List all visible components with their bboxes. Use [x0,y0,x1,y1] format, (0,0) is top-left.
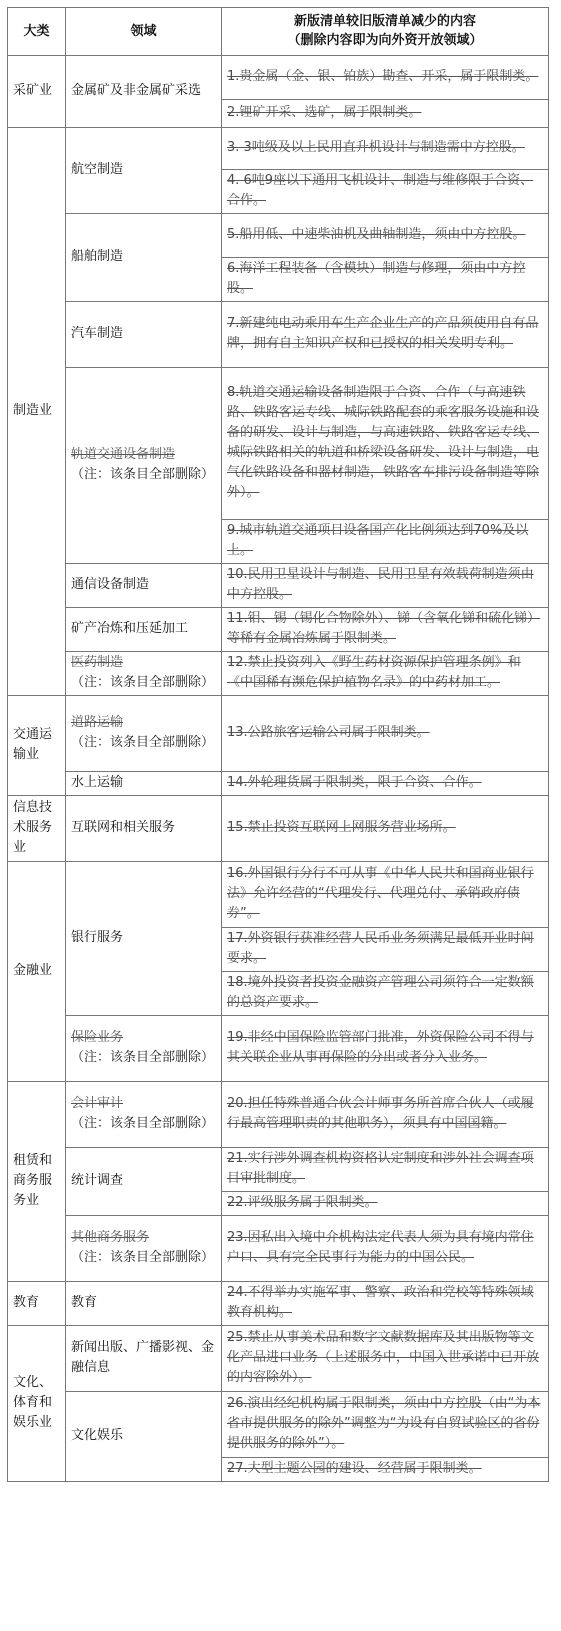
removed-item-text: 13.公路旅客运输公司属于限制类。 [227,725,430,740]
removed-item [222,1148,549,1192]
table-row [8,1326,549,1392]
field-cell: 银行服务 [66,862,222,1016]
table-row [8,1216,549,1282]
field-cell-deleted [66,1082,222,1148]
table-row [8,564,549,608]
deleted-field-name: 道路运输 [71,715,124,730]
table-row [8,128,549,170]
header-subtitle: （删除内容即为向外资开放领域） [287,33,483,48]
removed-item-text: 1.贵金属（金、银、铂族）勘查、开采，属于限制类。 [227,69,539,84]
table-row [8,796,549,862]
deleted-field-name: 会计审计 [71,1096,124,1111]
removed-item-text: 14.外轮理货属于限制类，限于合资、合作。 [227,775,482,790]
removed-item-text: 7.新建纯电动乘用车生产企业生产的产品须使用自有品牌，拥有自主知识产权和已授权的相关发明专利。 [227,316,539,351]
removed-item-text: 10.民用卫星设计与制造、民用卫星有效载荷制造须由中方控股。 [227,567,534,602]
removed-item-text: 26.演出经纪机构属于限制类，须由中方控股（由“为本省市提供服务的除外”调整为“为设有自贸试验区的省份提供服务的除外”）。 [227,1396,541,1451]
removed-item [222,214,549,258]
field-cell-deleted [66,696,222,772]
removed-item [222,928,549,972]
removed-item [222,1458,549,1482]
removed-item-text: 23.因私出入境中介机构法定代表人须为具有境内常住户口、具有完全民事行为能力的中国公民。 [227,1230,534,1265]
removed-item-text: 24.不得举办实施军事、警察、政治和党校等特殊领域教育机构。 [227,1285,534,1320]
removed-item [222,1326,549,1392]
deleted-note: （注：该条目全部删除） [71,1116,215,1131]
removed-item-text: 21.实行涉外调查机构资格认定制度和涉外社会调查项目审批制度。 [227,1151,534,1186]
removed-item [222,302,549,368]
deleted-field-name: 轨道交通设备制造 [71,447,176,462]
field-cell: 统计调查 [66,1148,222,1216]
field-cell: 船舶制造 [66,214,222,302]
table-row [8,56,549,100]
field-cell: 汽车制造 [66,302,222,368]
field-cell: 通信设备制造 [66,564,222,608]
table-header-row [8,8,549,56]
comparison-table-wrapper [7,7,549,1482]
removed-item [222,1392,549,1458]
removed-item-text: 6.海洋工程装备（含模块）制造与修理，须由中方控股。 [227,261,526,296]
removed-item-text: 8.轨道交通运输设备制造限于合资、合作（与高速铁路、铁路客运专线、城际铁路配套的乘客服务设施和设备的研发、设计与制造，与高速铁路、铁路客运专线、城际铁路相关的轨道和桥梁设备研发、设计与制造，电气化铁路设备和器材制造，铁路客车排污设备制造等除外）。 [227,385,540,500]
table-row [8,772,549,796]
removed-item-text: 16.外国银行分行不可从事《中华人民共和国商业银行法》允许经营的“代理发行、代理兑付、承销政府债券”。 [227,866,534,921]
removed-item-text: 4. 6吨9座以下通用飞机设计、制造与维修限于合资、合作。 [227,173,534,208]
table-row [8,652,549,696]
deleted-field-name: 医药制造 [71,655,124,670]
category-cell: 交通运输业 [8,696,66,796]
removed-item [222,56,549,100]
removed-item [222,258,549,302]
header-title: 新版清单较旧版清单减少的内容 [293,14,476,29]
table-row [8,1082,549,1148]
removed-item [222,608,549,652]
removed-item [222,1216,549,1282]
removed-item [222,1282,549,1326]
removed-item [222,100,549,128]
deleted-note: （注：该条目全部删除） [71,1050,215,1065]
removed-item-text: 12.禁止投资列入《野生药材资源保护管理条例》和《中国稀有濒危保护植物名录》的中药材加工。 [227,655,521,690]
field-cell: 金属矿及非金属矿采选 [66,56,222,128]
table-row [8,1282,549,1326]
removed-item-text: 22.评级服务属于限制类。 [227,1195,378,1210]
removed-item [222,170,549,214]
table-row [8,302,549,368]
removed-item [222,1016,549,1082]
removed-item-text: 9.城市轨道交通项目设备国产化比例须达到70%及以上。 [227,523,529,558]
removed-item [222,796,549,862]
field-cell: 文化娱乐 [66,1392,222,1482]
category-cell: 信息技术服务业 [8,796,66,862]
category-cell: 教育 [8,1282,66,1326]
field-cell-deleted [66,368,222,564]
table-row [8,1392,549,1458]
field-cell: 互联网和相关服务 [66,796,222,862]
removed-item [222,520,549,564]
removed-item-text: 20.担任特殊普通合伙会计师事务所首席合伙人（或履行最高管理职责的其他职务），须具有中国国籍。 [227,1096,534,1131]
deleted-note: （注：该条目全部删除） [71,735,215,750]
field-cell: 矿产冶炼和压延加工 [66,608,222,652]
removed-item-text: 15.禁止投资互联网上网服务营业场所。 [227,820,456,835]
deleted-field-name: 保险业务 [71,1030,124,1045]
removed-item [222,972,549,1016]
removed-item [222,862,549,928]
removed-item-text: 3. 3吨级及以上民用直升机设计与制造需中方控股。 [227,140,525,155]
removed-item [222,128,549,170]
negative-list-comparison-table [7,7,549,1482]
category-cell: 采矿业 [8,56,66,128]
deleted-note: （注：该条目全部删除） [71,1250,215,1265]
category-cell: 金融业 [8,862,66,1082]
field-cell-deleted [66,652,222,696]
table-row [8,368,549,520]
field-cell: 新闻出版、广播影视、金融信息 [66,1326,222,1392]
table-row [8,608,549,652]
table-row [8,696,549,772]
deleted-field-name: 其他商务服务 [71,1230,150,1245]
removed-item-text: 27.大型主题公园的建设、经营属于限制类。 [227,1461,482,1476]
table-row [8,1148,549,1192]
field-cell: 教育 [66,1282,222,1326]
header-field: 领域 [66,8,222,56]
removed-item-text: 25.禁止从事美术品和数字文献数据库及其出版物等文化产品进口业务（上述服务中，中国入世承诺中已开放的内容除外）。 [227,1330,540,1385]
field-cell-deleted [66,1016,222,1082]
field-cell: 航空制造 [66,128,222,214]
removed-item-text: 19.非经中国保险监管部门批准，外资保险公司不得与其关联企业从事再保险的分出或者分入业务。 [227,1030,534,1065]
category-cell: 文化、体育和娱乐业 [8,1326,66,1482]
header-category: 大类 [8,8,66,56]
field-cell-deleted [66,1216,222,1282]
removed-item [222,1082,549,1148]
removed-item [222,772,549,796]
removed-item [222,1192,549,1216]
removed-item-text: 11.钼、锡（锡化合物除外）、锑（含氧化锑和硫化锑）等稀有金属冶炼属于限制类。 [227,611,541,646]
deleted-note: （注：该条目全部删除） [71,675,215,690]
removed-item [222,564,549,608]
deleted-note: （注：该条目全部删除） [71,467,215,482]
removed-item [222,652,549,696]
removed-item-text: 5.船用低、中速柴油机及曲轴制造，须由中方控股。 [227,227,526,242]
header-removed-content [222,8,549,56]
table-row [8,862,549,928]
category-cell: 制造业 [8,128,66,696]
table-row [8,214,549,258]
field-cell: 水上运输 [66,772,222,796]
category-cell: 租赁和商务服务业 [8,1082,66,1282]
removed-item-text: 17.外资银行获准经营人民币业务须满足最低开业时间要求。 [227,931,534,966]
removed-item-text: 2.锂矿开采、选矿，属于限制类。 [227,105,422,120]
removed-item [222,368,549,520]
removed-item [222,696,549,772]
table-row [8,1016,549,1082]
removed-item-text: 18.境外投资者投资金融资产管理公司须符合一定数额的总资产要求。 [227,975,534,1010]
